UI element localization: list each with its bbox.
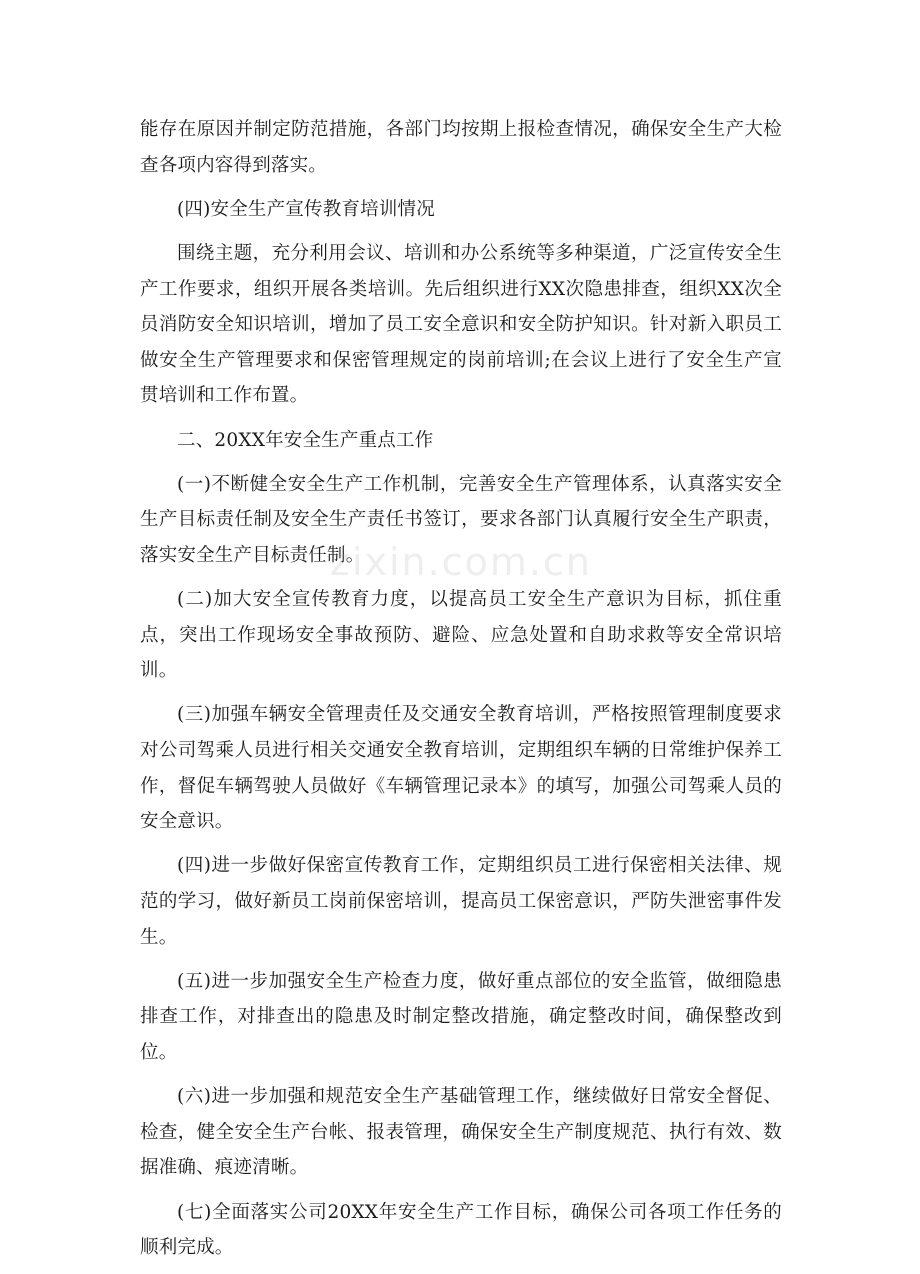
paragraph-item-4: (四)进一步做好保密宣传教育工作，定期组织员工进行保密相关法律、规范的学习，做好新员工岗前保密培训，提高员工保密意识，严防失泄密事件发生。 — [140, 855, 782, 948]
paragraph-item-2: (二)加大安全宣传教育力度，以提高员工安全生产意识为目标，抓住重点，突出工作现场安全事故预防、避险、应急处置和自助求救等安全常识培训。 — [140, 589, 782, 682]
section-heading-propaganda-training: (四)安全生产宣传教育培训情况 — [177, 198, 435, 220]
watermark: zixin.com.cn — [330, 540, 592, 584]
paragraph-item-6: (六)进一步加强和规范安全生产基础管理工作，继续做好日常安全督促、检查，健全安全生产台帐、报表管理，确保安全生产制度规范、执行有效、数据准确、痕迹清晰。 — [140, 1086, 782, 1179]
section-heading-key-work: 二、20XX年安全生产重点工作 — [177, 429, 434, 451]
document-body — [140, 112, 782, 1274]
paragraph-continuation: 能存在原因并制定防范措施，各部门均按期上报检查情况，确保安全生产大检查各项内容得到落实。 — [140, 119, 782, 176]
paragraph-item-7: (七)全面落实公司20XX年安全生产工作目标，确保公司各项工作任务的顺利完成。 — [140, 1201, 782, 1259]
paragraph-item-5: (五)进一步加强安全生产检查力度，做好重点部位的安全监管，做细隐患排查工作，对排查出的隐患及时制定整改措施，确定整改时间，确保整改到位。 — [140, 970, 782, 1063]
paragraph-item-3: (三)加强车辆安全管理责任及交通安全教育培训，严格按照管理制度要求对公司驾乘人员进行相关交通安全教育培训，定期组织车辆的日常维护保养工作，督促车辆驾驶人员做好《车辆管理记录本》的填写，加强公司驾乘人员的安全意识。 — [140, 704, 782, 833]
paragraph-item-1: (一)不断健全安全生产工作机制，完善安全生产管理体系，认真落实安全生产目标责任制及安全生产责任书签订，要求各部门认真履行安全生产职责，落实安全生产目标责任制。 — [140, 473, 782, 566]
paragraph-training-details: 围绕主题，充分利用会议、培训和办公系统等多种渠道，广泛宣传安全生产工作要求，组织开展各类培训。先后组织进行XX次隐患排查，组织XX次全员消防安全知识培训，增加了员工安全意识和安全防护知识。针对新入职员工做安全生产管理要求和保密管理规定的岗前培训;在会议上进行了安全生产宣贯培训和工作布置。 — [140, 242, 782, 407]
